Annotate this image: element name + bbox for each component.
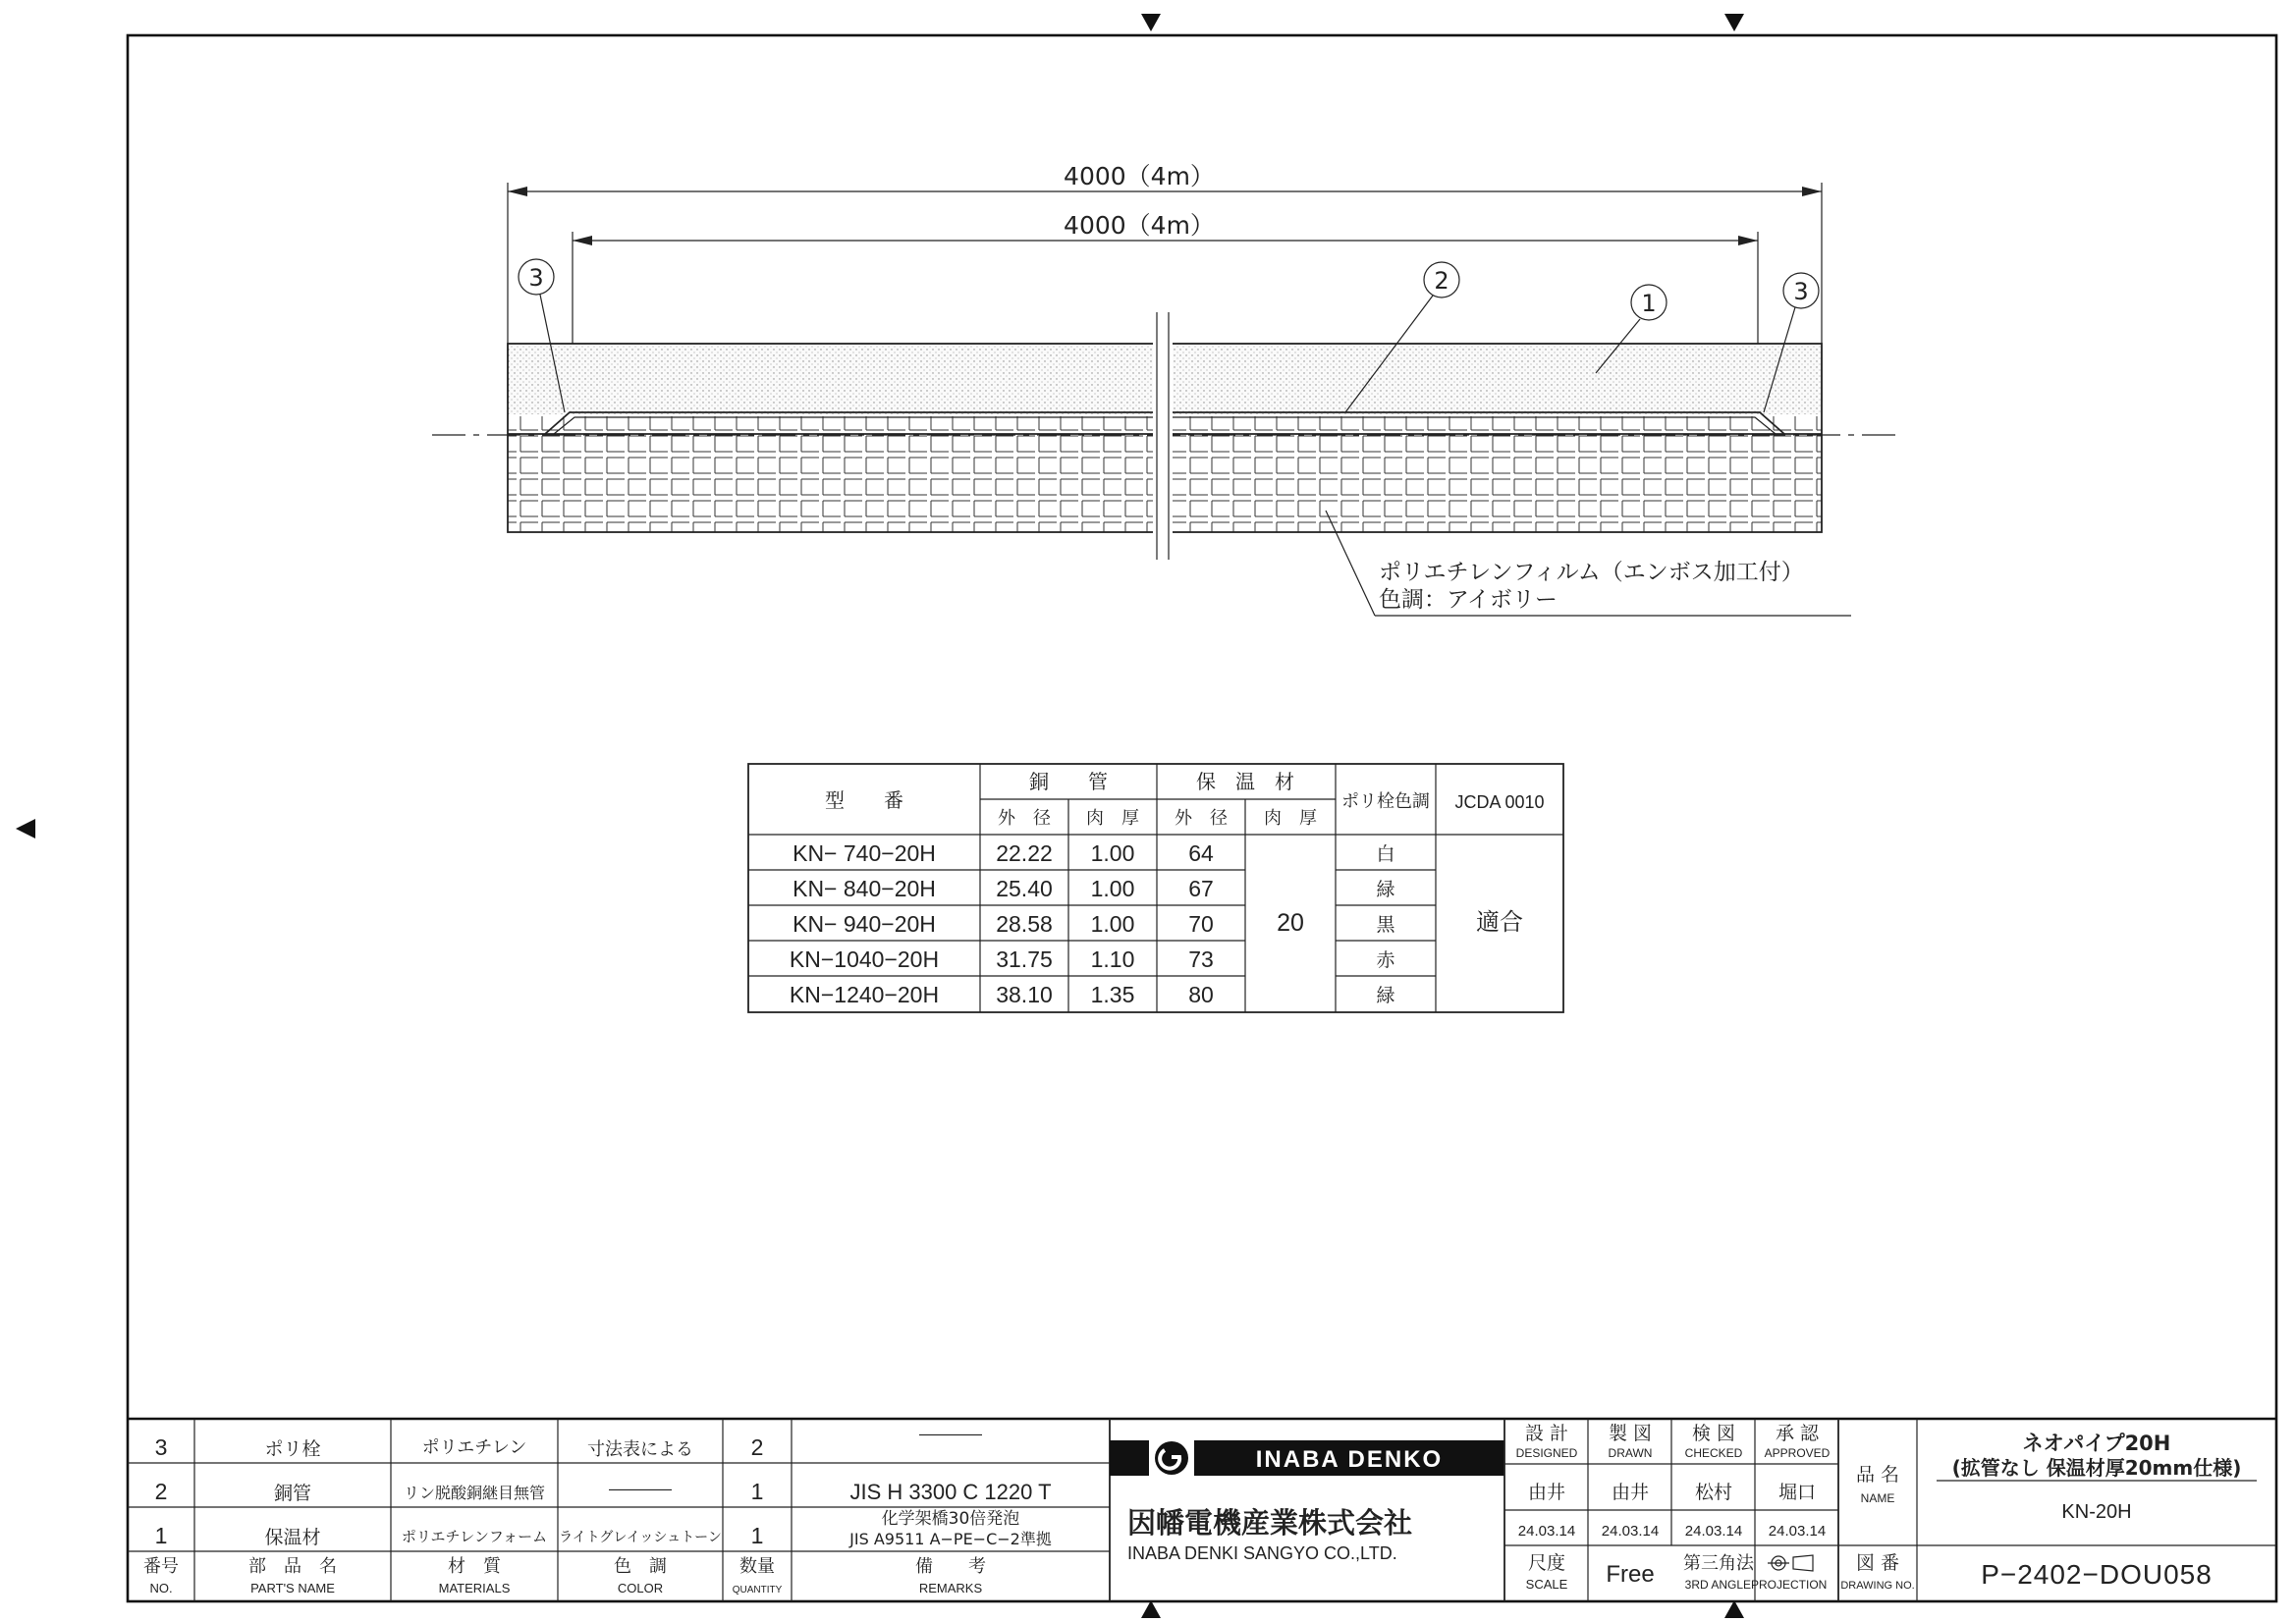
svg-text:1.35: 1.35 bbox=[1090, 982, 1135, 1007]
product-name: ネオパイプ20H bbox=[2022, 1432, 2171, 1455]
svg-text:24.03.14: 24.03.14 bbox=[1684, 1523, 1743, 1540]
svg-text:1.00: 1.00 bbox=[1090, 911, 1135, 937]
title-block bbox=[1504, 1419, 2276, 1601]
svg-text:外 径: 外 径 bbox=[998, 808, 1051, 829]
svg-text:70: 70 bbox=[1188, 911, 1214, 937]
svg-text:緑: 緑 bbox=[1376, 879, 1395, 900]
svg-text:3: 3 bbox=[528, 264, 544, 292]
svg-text:設 計: 設 計 bbox=[1524, 1423, 1569, 1444]
svg-text:2: 2 bbox=[750, 1434, 764, 1460]
center-mark-top-right bbox=[1724, 14, 1744, 31]
svg-text:67: 67 bbox=[1188, 876, 1214, 901]
svg-text:寸法表による: 寸法表による bbox=[587, 1439, 693, 1460]
insulation-thickness-merged: 20 bbox=[1277, 909, 1304, 937]
svg-text:承 認: 承 認 bbox=[1775, 1423, 1820, 1444]
dimension-inner-text: 4000（4m） bbox=[1064, 211, 1215, 240]
svg-text:64: 64 bbox=[1188, 840, 1214, 866]
svg-text:KN− 940−20H: KN− 940−20H bbox=[793, 911, 936, 937]
svg-text:KN−1040−20H: KN−1040−20H bbox=[789, 946, 940, 972]
svg-text:KN− 840−20H: KN− 840−20H bbox=[793, 876, 936, 901]
svg-text:KN−1240−20H: KN−1240−20H bbox=[789, 982, 940, 1007]
spec-row bbox=[793, 876, 1394, 901]
svg-text:ポリ栓: ポリ栓 bbox=[264, 1438, 321, 1460]
svg-text:MATERIALS: MATERIALS bbox=[438, 1581, 511, 1595]
svg-text:ポリエチレン: ポリエチレン bbox=[421, 1437, 527, 1458]
svg-text:品 名: 品 名 bbox=[1855, 1464, 1900, 1486]
center-mark-top-left bbox=[1141, 14, 1161, 31]
svg-text:1.10: 1.10 bbox=[1090, 946, 1135, 972]
svg-text:リン脱酸銅継目無管: リン脱酸銅継目無管 bbox=[403, 1484, 546, 1502]
svg-text:材 質: 材 質 bbox=[448, 1556, 501, 1577]
svg-text:24.03.14: 24.03.14 bbox=[1601, 1523, 1660, 1540]
svg-text:2: 2 bbox=[1434, 267, 1449, 295]
svg-text:銅管: 銅管 bbox=[273, 1483, 312, 1504]
brand-text: INABA DENKO bbox=[1255, 1446, 1444, 1473]
svg-text:REMARKS: REMARKS bbox=[918, 1581, 983, 1595]
svg-text:JIS H 3300 C 1220 T: JIS H 3300 C 1220 T bbox=[849, 1480, 1052, 1504]
svg-text:31.75: 31.75 bbox=[996, 946, 1053, 972]
svg-text:図 番: 図 番 bbox=[1855, 1552, 1900, 1574]
center-mark-bottom-left bbox=[1141, 1600, 1161, 1618]
hdr-insulation: 保 温 材 bbox=[1196, 770, 1294, 793]
designer-name: 由井 bbox=[1527, 1482, 1566, 1503]
company-name-en: INABA DENKI SANGYO CO.,LTD. bbox=[1127, 1543, 1397, 1563]
svg-text:3RD ANGLEPROJECTION: 3RD ANGLEPROJECTION bbox=[1684, 1578, 1828, 1592]
svg-text:25.40: 25.40 bbox=[996, 876, 1053, 901]
product-subname: (拡管なし 保温材厚20mm仕様) bbox=[1951, 1456, 2242, 1480]
spec-row bbox=[790, 982, 1395, 1007]
svg-text:部 品 名: 部 品 名 bbox=[248, 1556, 337, 1577]
svg-text:ポリエチレンフォーム: ポリエチレンフォーム bbox=[401, 1528, 548, 1545]
dimension-outer-text: 4000（4m） bbox=[1064, 162, 1215, 190]
svg-text:JIS A9511 A−PE−C−2準拠: JIS A9511 A−PE−C−2準拠 bbox=[849, 1530, 1052, 1548]
svg-text:1.00: 1.00 bbox=[1090, 876, 1135, 901]
svg-text:番号: 番号 bbox=[143, 1556, 179, 1577]
spec-table bbox=[748, 764, 1563, 1012]
svg-text:3: 3 bbox=[1793, 278, 1809, 305]
center-mark-bottom-right bbox=[1724, 1600, 1744, 1618]
hdr-plug-color: ポリ栓色調 bbox=[1341, 791, 1430, 812]
center-mark-left bbox=[16, 819, 35, 838]
svg-text:色 調: 色 調 bbox=[614, 1556, 667, 1577]
svg-text:1: 1 bbox=[750, 1523, 764, 1548]
svg-text:22.22: 22.22 bbox=[996, 840, 1053, 866]
svg-text:DRAWN: DRAWN bbox=[1608, 1446, 1653, 1460]
svg-text:黒: 黒 bbox=[1376, 914, 1395, 936]
svg-text:緑: 緑 bbox=[1376, 985, 1395, 1006]
svg-text:24.03.14: 24.03.14 bbox=[1768, 1523, 1827, 1540]
approver-name: 堀口 bbox=[1777, 1482, 1817, 1503]
spec-row bbox=[793, 840, 1394, 866]
svg-text:38.10: 38.10 bbox=[996, 982, 1053, 1007]
svg-text:APPROVED: APPROVED bbox=[1764, 1446, 1831, 1460]
company-name-jp: 因幡電機産業株式会社 bbox=[1127, 1506, 1413, 1540]
spec-row bbox=[790, 946, 1396, 972]
hdr-model: 型 番 bbox=[825, 788, 903, 812]
svg-text:数量: 数量 bbox=[739, 1556, 775, 1577]
svg-text:2: 2 bbox=[154, 1479, 168, 1504]
svg-text:第三角法: 第三角法 bbox=[1683, 1553, 1754, 1574]
svg-text:28.58: 28.58 bbox=[996, 911, 1053, 937]
svg-text:1: 1 bbox=[750, 1479, 764, 1504]
product-code: KN-20H bbox=[2061, 1501, 2132, 1523]
company-block bbox=[1110, 1419, 1504, 1601]
brand-bar-left bbox=[1110, 1440, 1149, 1476]
drawer-name: 由井 bbox=[1611, 1482, 1650, 1503]
svg-text:DRAWING NO.: DRAWING NO. bbox=[1840, 1580, 1915, 1592]
svg-text:――――: ―――― bbox=[609, 1480, 672, 1498]
scale-value: Free bbox=[1606, 1561, 1655, 1588]
svg-text:1: 1 bbox=[154, 1523, 168, 1548]
parts-row bbox=[155, 1479, 1052, 1504]
svg-text:赤: 赤 bbox=[1376, 949, 1395, 971]
hdr-pipe: 銅 管 bbox=[1029, 770, 1108, 793]
svg-text:80: 80 bbox=[1188, 982, 1214, 1007]
svg-text:3: 3 bbox=[154, 1434, 168, 1460]
jcda-merged: 適合 bbox=[1476, 908, 1523, 936]
hdr-jcda: JCDA 0010 bbox=[1454, 792, 1545, 812]
checker-name: 松村 bbox=[1694, 1482, 1733, 1503]
svg-text:検 図: 検 図 bbox=[1691, 1423, 1736, 1444]
film-note-line-1: ポリエチレンフィルム（エンボス加工付） bbox=[1379, 560, 1804, 585]
parts-row bbox=[155, 1509, 1052, 1548]
svg-text:KN− 740−20H: KN− 740−20H bbox=[793, 840, 936, 866]
svg-text:製 図: 製 図 bbox=[1608, 1423, 1653, 1444]
svg-text:1.00: 1.00 bbox=[1090, 840, 1135, 866]
svg-text:肉 厚: 肉 厚 bbox=[1264, 808, 1317, 829]
drawing-number: P−2402−DOU058 bbox=[1981, 1559, 2213, 1590]
svg-text:肉 厚: 肉 厚 bbox=[1086, 808, 1139, 829]
svg-text:DESIGNED: DESIGNED bbox=[1515, 1446, 1578, 1460]
svg-text:白: 白 bbox=[1376, 843, 1395, 865]
parts-row bbox=[155, 1425, 982, 1460]
svg-text:SCALE: SCALE bbox=[1525, 1577, 1568, 1592]
svg-text:ライトグレイッシュトーン: ライトグレイッシュトーン bbox=[559, 1530, 722, 1545]
film-note-line-2: 色調：アイボリー bbox=[1379, 587, 1558, 613]
svg-text:尺度: 尺度 bbox=[1527, 1552, 1566, 1574]
third-angle-projection-icon bbox=[1768, 1555, 1813, 1571]
svg-text:CHECKED: CHECKED bbox=[1684, 1446, 1743, 1460]
svg-text:外 径: 外 径 bbox=[1175, 808, 1228, 829]
pipe-drawing bbox=[432, 162, 1895, 616]
svg-text:――――: ―――― bbox=[919, 1425, 982, 1443]
svg-text:1: 1 bbox=[1641, 290, 1657, 317]
svg-text:PART'S NAME: PART'S NAME bbox=[250, 1581, 335, 1595]
spec-row bbox=[793, 911, 1395, 937]
svg-text:COLOR: COLOR bbox=[617, 1581, 664, 1595]
svg-text:NAME: NAME bbox=[1860, 1491, 1895, 1505]
svg-text:保温材: 保温材 bbox=[264, 1527, 321, 1548]
svg-text:化学架橋30倍発泡: 化学架橋30倍発泡 bbox=[881, 1509, 1020, 1529]
svg-text:備 考: 備 考 bbox=[915, 1556, 986, 1577]
svg-text:QUANTITY: QUANTITY bbox=[732, 1585, 783, 1595]
svg-text:NO.: NO. bbox=[149, 1581, 173, 1595]
svg-text:24.03.14: 24.03.14 bbox=[1517, 1523, 1576, 1540]
svg-text:73: 73 bbox=[1188, 946, 1214, 972]
